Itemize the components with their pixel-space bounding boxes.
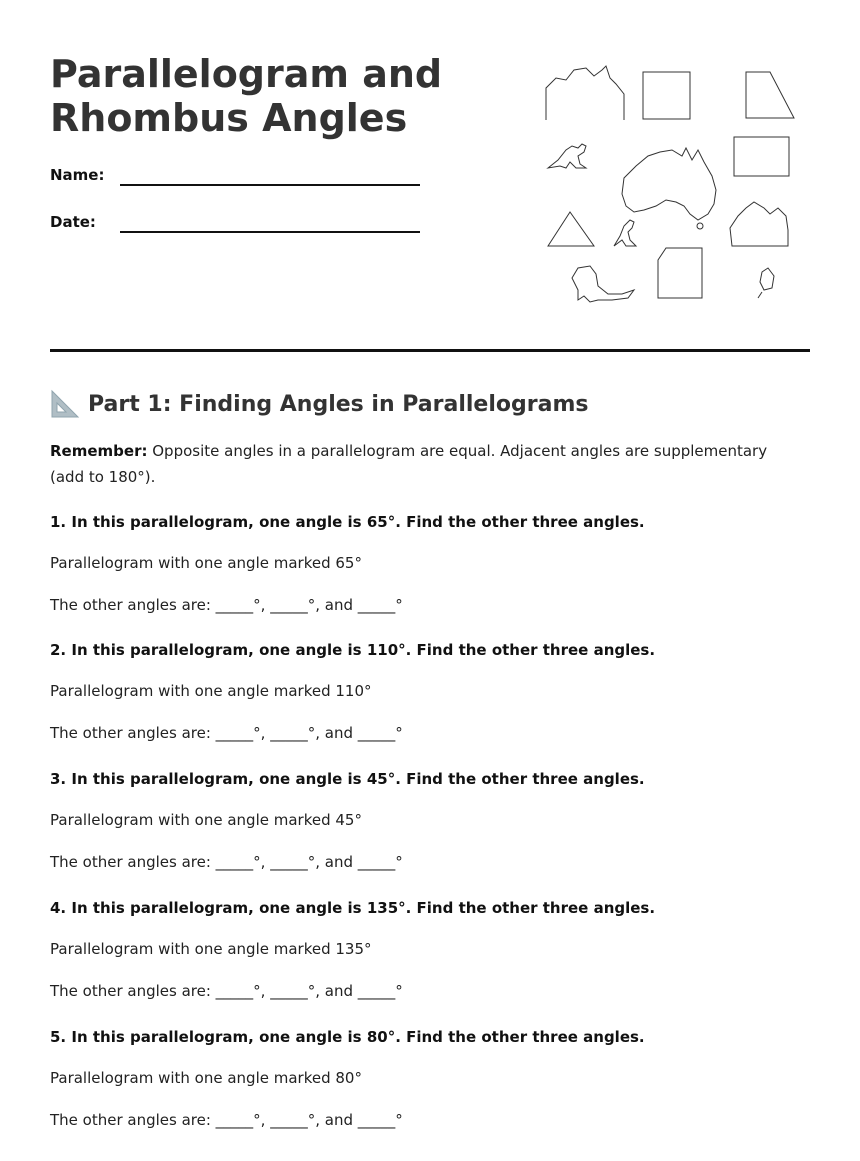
coastline-outline-icon xyxy=(546,66,624,120)
set-square-icon xyxy=(50,389,80,419)
problem-answer[interactable]: The other angles are: _____°, _____°, and _____° xyxy=(50,596,403,614)
square-icon xyxy=(643,72,690,119)
flower-icon xyxy=(730,202,788,246)
rectangle-icon xyxy=(734,137,789,176)
page-title: Parallelogram and Rhombus Angles xyxy=(50,52,443,140)
problem-question: 5. In this parallelogram, one angle is 80°. Find the other three angles. xyxy=(50,1028,645,1046)
name-field[interactable] xyxy=(120,184,420,186)
problem-figure: Parallelogram with one angle marked 45° xyxy=(50,811,362,829)
problem-answer[interactable]: The other angles are: _____°, _____°, and _____° xyxy=(50,982,403,1000)
problem-figure: Parallelogram with one angle marked 110° xyxy=(50,682,372,700)
egg-icon xyxy=(760,268,774,290)
name-label: Name: xyxy=(50,166,105,184)
kangaroo-icon xyxy=(548,144,586,168)
remember-label: Remember: xyxy=(50,442,148,460)
problem-figure: Parallelogram with one angle marked 135° xyxy=(50,940,372,958)
pentagon-icon xyxy=(658,248,702,298)
problem-question: 4. In this parallelogram, one angle is 135°. Find the other three angles. xyxy=(50,899,656,917)
problem-question: 2. In this parallelogram, one angle is 110°. Find the other three angles. xyxy=(50,641,656,659)
trapezoid-icon xyxy=(746,72,794,118)
section-title: Part 1: Finding Angles in Parallelograms xyxy=(88,391,589,417)
date-field[interactable] xyxy=(120,231,420,233)
problem-question: 3. In this parallelogram, one angle is 45°. Find the other three angles. xyxy=(50,770,645,788)
problem-figure: Parallelogram with one angle marked 80° xyxy=(50,1069,362,1087)
header-divider xyxy=(50,349,810,352)
problem-answer[interactable]: The other angles are: _____°, _____°, and _____° xyxy=(50,1111,403,1129)
problem-answer[interactable]: The other angles are: _____°, _____°, and _____° xyxy=(50,853,403,871)
kangaroo-large-icon xyxy=(572,266,634,302)
section-heading xyxy=(50,388,588,420)
problem-figure: Parallelogram with one angle marked 65° xyxy=(50,554,362,572)
kangaroo-icon xyxy=(614,220,636,246)
shapes-clipart xyxy=(540,60,810,310)
problem-question: 1. In this parallelogram, one angle is 65°. Find the other three angles. xyxy=(50,513,645,531)
tasmania-icon xyxy=(697,223,703,229)
problem-answer[interactable]: The other angles are: _____°, _____°, and _____° xyxy=(50,724,403,742)
date-label: Date: xyxy=(50,213,96,231)
triangle-icon xyxy=(548,212,594,246)
remember-text: Opposite angles in a parallelogram are equal. Adjacent angles are supplementary (add to 180°). xyxy=(50,442,768,486)
australia-map-icon xyxy=(622,148,716,220)
remember-note xyxy=(50,438,790,490)
